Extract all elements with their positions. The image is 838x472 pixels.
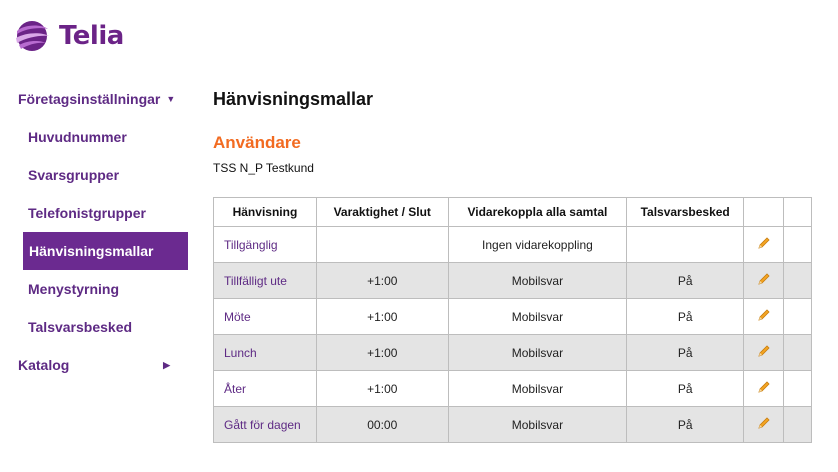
pencil-icon[interactable]	[757, 344, 771, 361]
edit-cell	[744, 227, 784, 263]
sidebar-item-huvudnummer[interactable]	[0, 118, 188, 156]
empty-cell	[784, 227, 812, 263]
template-name-link[interactable]: Gått för dagen	[214, 407, 317, 443]
forward-cell: Mobilsvar	[448, 335, 627, 371]
duration-cell	[316, 227, 448, 263]
forward-cell: Mobilsvar	[448, 407, 627, 443]
sidebar-item-svarsgrupper[interactable]	[0, 156, 188, 194]
table-row	[214, 299, 812, 335]
sidebar-item-hanvisningsmallar[interactable]	[23, 232, 188, 270]
duration-cell: +1:00	[316, 263, 448, 299]
empty-cell	[784, 263, 812, 299]
table-row	[214, 227, 812, 263]
caret-right-icon: ▶	[163, 359, 170, 370]
table-header-row	[214, 198, 812, 227]
column-header: Talsvarsbesked	[627, 198, 744, 227]
referral-templates-table	[213, 197, 812, 443]
column-header	[784, 198, 812, 227]
sidebar-nav	[0, 80, 200, 384]
column-header	[744, 198, 784, 227]
sidebar-item-telefonistgrupper[interactable]	[0, 194, 188, 232]
duration-cell: +1:00	[316, 371, 448, 407]
edit-cell	[744, 371, 784, 407]
duration-cell: +1:00	[316, 335, 448, 371]
sidebar-item-label: Talsvarsbesked	[28, 319, 133, 335]
edit-cell	[744, 299, 784, 335]
sidebar-section-label: Katalog	[18, 357, 70, 373]
edit-cell	[744, 263, 784, 299]
voicemail-cell: På	[627, 263, 744, 299]
column-header: Vidarekoppla alla samtal	[448, 198, 627, 227]
table-row	[214, 371, 812, 407]
edit-cell	[744, 407, 784, 443]
sidebar-item-talsvarsbesked[interactable]	[0, 308, 188, 346]
sidebar-item-label: Hänvisningsmallar	[29, 243, 154, 259]
sidebar-item-label: Svarsgrupper	[28, 167, 120, 183]
empty-cell	[784, 299, 812, 335]
edit-cell	[744, 335, 784, 371]
pencil-icon[interactable]	[757, 272, 771, 289]
pencil-icon[interactable]	[757, 380, 771, 397]
template-name-link[interactable]: Lunch	[214, 335, 317, 371]
template-name-link[interactable]: Åter	[214, 371, 317, 407]
customer-name: TSS N_P Testkund	[213, 161, 314, 175]
column-header: Hänvisning	[214, 198, 317, 227]
sidebar-item-menystyrning[interactable]	[0, 270, 188, 308]
caret-down-icon: ▼	[166, 94, 176, 104]
table-row	[214, 335, 812, 371]
forward-cell: Mobilsvar	[448, 371, 627, 407]
table-row	[214, 407, 812, 443]
logo-wordmark: Telia	[59, 21, 124, 51]
sidebar-section-settings[interactable]	[0, 80, 188, 118]
sidebar-section-catalog[interactable]	[0, 346, 188, 384]
sidebar-item-label: Telefonistgrupper	[28, 205, 146, 221]
voicemail-cell: På	[627, 371, 744, 407]
sidebar-section-label: Företagsinställningar	[18, 91, 161, 107]
voicemail-cell: På	[627, 299, 744, 335]
section-title: Användare	[213, 133, 301, 152]
duration-cell: 00:00	[316, 407, 448, 443]
page-title: Hänvisningsmallar	[213, 89, 374, 109]
pencil-icon[interactable]	[757, 308, 771, 325]
duration-cell: +1:00	[316, 299, 448, 335]
empty-cell	[784, 371, 812, 407]
voicemail-cell	[627, 227, 744, 263]
telia-logo[interactable]	[12, 16, 124, 56]
empty-cell	[784, 407, 812, 443]
empty-cell	[784, 335, 812, 371]
forward-cell: Ingen vidarekoppling	[448, 227, 627, 263]
sidebar-item-label: Menystyrning	[28, 281, 120, 297]
sidebar-item-label: Huvudnummer	[28, 129, 127, 145]
forward-cell: Mobilsvar	[448, 299, 627, 335]
voicemail-cell: På	[627, 407, 744, 443]
pencil-icon[interactable]	[757, 416, 771, 433]
voicemail-cell: På	[627, 335, 744, 371]
column-header: Varaktighet / Slut	[316, 198, 448, 227]
telia-logo-icon	[12, 16, 52, 56]
forward-cell: Mobilsvar	[448, 263, 627, 299]
pencil-icon[interactable]	[757, 236, 771, 253]
template-name-link[interactable]: Tillfälligt ute	[214, 263, 317, 299]
table-row	[214, 263, 812, 299]
template-name-link[interactable]: Tillgänglig	[214, 227, 317, 263]
template-name-link[interactable]: Möte	[214, 299, 317, 335]
